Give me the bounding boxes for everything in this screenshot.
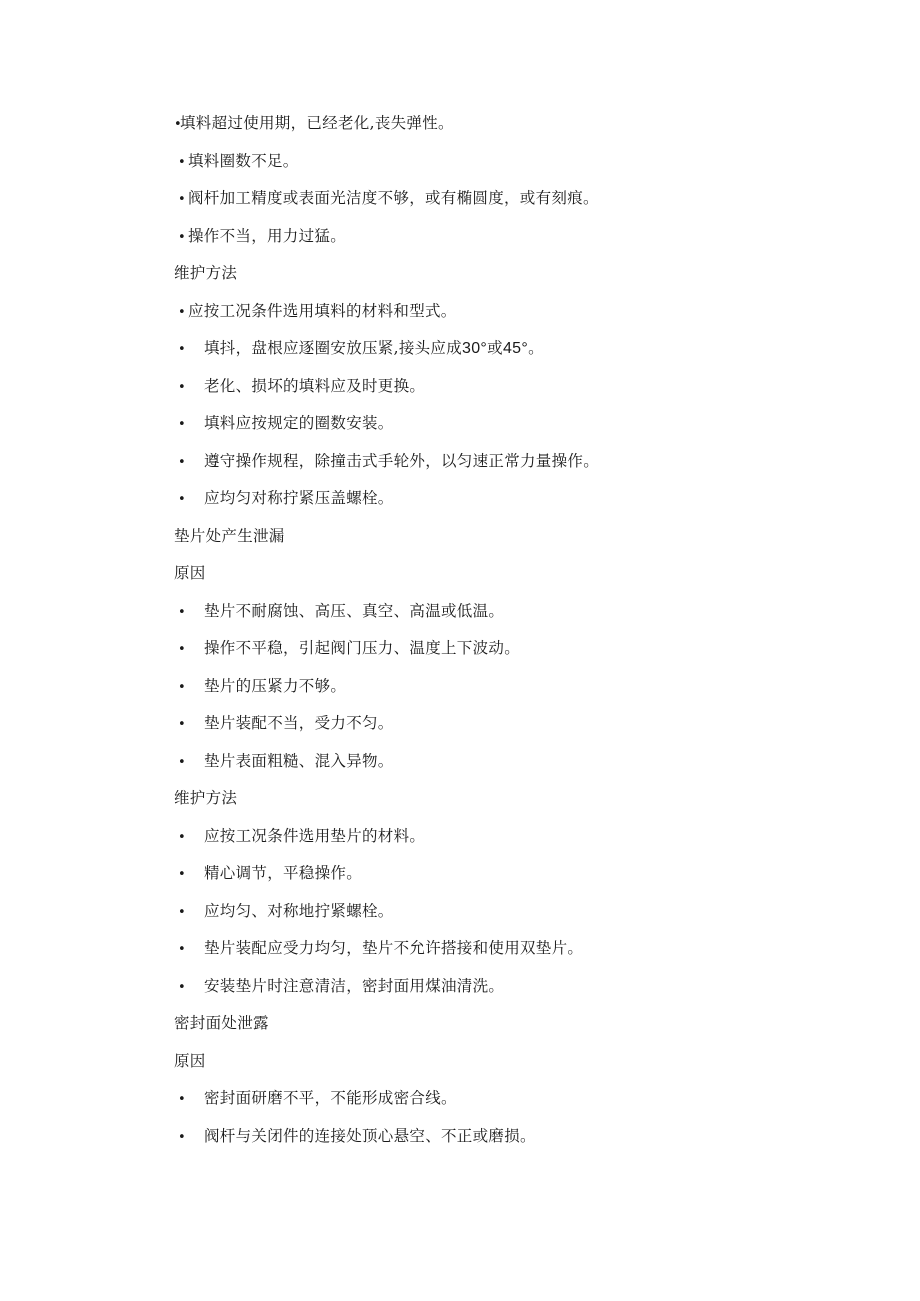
bullet: •: [178, 942, 186, 957]
list-item: [174, 636, 520, 660]
angle-value: 30°: [462, 340, 488, 357]
list-item: [174, 186, 599, 210]
list-item-text: 填料超过使用期，已经老化,丧失弹性。: [180, 114, 454, 132]
list-item: [174, 224, 346, 248]
list-item-text: 应均匀对称拧紧压盖螺栓。: [204, 489, 394, 507]
list-item: [174, 824, 425, 848]
list-item-text: 应按工况条件选用填料的材料和型式。: [188, 302, 457, 320]
list-item: [174, 486, 394, 510]
list-item-text: 垫片装配应受力均匀，垫片不允许搭接和使用双垫片。: [204, 939, 584, 957]
bullet: •: [178, 192, 186, 207]
list-item-text: 阀杆加工精度或表面光洁度不够，或有椭圆度，或有刻痕。: [188, 189, 599, 207]
list-item-text: 应按工况条件选用垫片的材料。: [204, 827, 426, 845]
bullet: •: [178, 155, 186, 170]
bullet: •: [178, 492, 186, 507]
list-item: [174, 449, 599, 473]
list-item: [174, 749, 394, 773]
section-heading: 维护方法: [174, 264, 238, 282]
bullet: •: [178, 605, 186, 620]
list-item-text: 垫片不耐腐蚀、高压、真空、高温或低温。: [204, 602, 505, 620]
list-item: [174, 861, 362, 885]
list-item-text: 。: [528, 339, 544, 357]
list-item: [174, 149, 299, 173]
bullet: •: [178, 380, 186, 395]
list-item-text: 阀杆与关闭件的连接处顶心悬空、不正或磨损。: [204, 1127, 536, 1145]
bullet: •: [178, 830, 186, 845]
list-item-text: 垫片的压紧力不够。: [204, 677, 347, 695]
list-item: [174, 336, 544, 360]
list-item-text: 遵守操作规程，除撞击式手轮外，以匀速正常力量操作。: [204, 452, 600, 470]
list-item: [174, 1124, 536, 1148]
bullet: •: [178, 1092, 186, 1107]
subsection-heading: 原因: [174, 1052, 206, 1070]
bullet: •: [178, 717, 186, 732]
list-item: [174, 711, 394, 735]
section-heading: 维护方法: [174, 789, 238, 807]
bullet: •: [178, 642, 186, 657]
list-item: [174, 411, 394, 435]
section-heading: 垫片处产生泄漏: [174, 527, 285, 545]
list-item: [174, 974, 504, 998]
list-item-text: 操作不当，用力过猛。: [188, 227, 347, 245]
list-item-text: 填抖，盘根应逐圈安放压紧,接头应成: [204, 339, 463, 357]
list-item-text: 垫片装配不当，受力不匀。: [204, 714, 394, 732]
bullet: •: [178, 867, 186, 882]
list-item: [174, 299, 457, 323]
bullet: •: [178, 417, 186, 432]
bullet: •: [178, 980, 186, 995]
list-item-text: 密封面研磨不平，不能形成密合线。: [204, 1089, 457, 1107]
list-item: [174, 936, 583, 960]
bullet: •: [178, 905, 186, 920]
list-item: [174, 599, 504, 623]
list-item-text: 老化、损坏的填料应及时更换。: [204, 377, 426, 395]
list-item-text: 或: [487, 339, 503, 357]
list-item-text: 应均匀、对称地拧紧螺栓。: [204, 902, 394, 920]
subsection-heading: 原因: [174, 564, 206, 582]
list-item: [174, 899, 394, 923]
bullet: •: [174, 117, 182, 132]
list-item: [174, 374, 425, 398]
bullet: •: [178, 680, 186, 695]
section-heading: 密封面处泄露: [174, 1014, 269, 1032]
list-item-text: 填料圈数不足。: [188, 152, 299, 170]
list-item: [174, 674, 346, 698]
bullet: •: [178, 755, 186, 770]
list-item-text: 填料应按规定的圈数安装。: [204, 414, 394, 432]
bullet: •: [178, 1130, 186, 1145]
bullet: •: [178, 305, 186, 320]
bullet: •: [178, 455, 186, 470]
bullet: •: [178, 342, 186, 357]
list-item-text: 安装垫片时注意清洁，密封面用煤油清洗。: [204, 977, 505, 995]
list-item-text: 操作不平稳，引起阀门压力、温度上下波动。: [204, 639, 521, 657]
bullet: •: [178, 230, 186, 245]
list-item-text: 垫片表面粗糙、混入异物。: [204, 752, 394, 770]
list-item: [174, 1086, 457, 1110]
angle-value: 45°: [502, 340, 529, 357]
list-item: [174, 111, 454, 135]
list-item-text: 精心调节，平稳操作。: [204, 864, 363, 882]
